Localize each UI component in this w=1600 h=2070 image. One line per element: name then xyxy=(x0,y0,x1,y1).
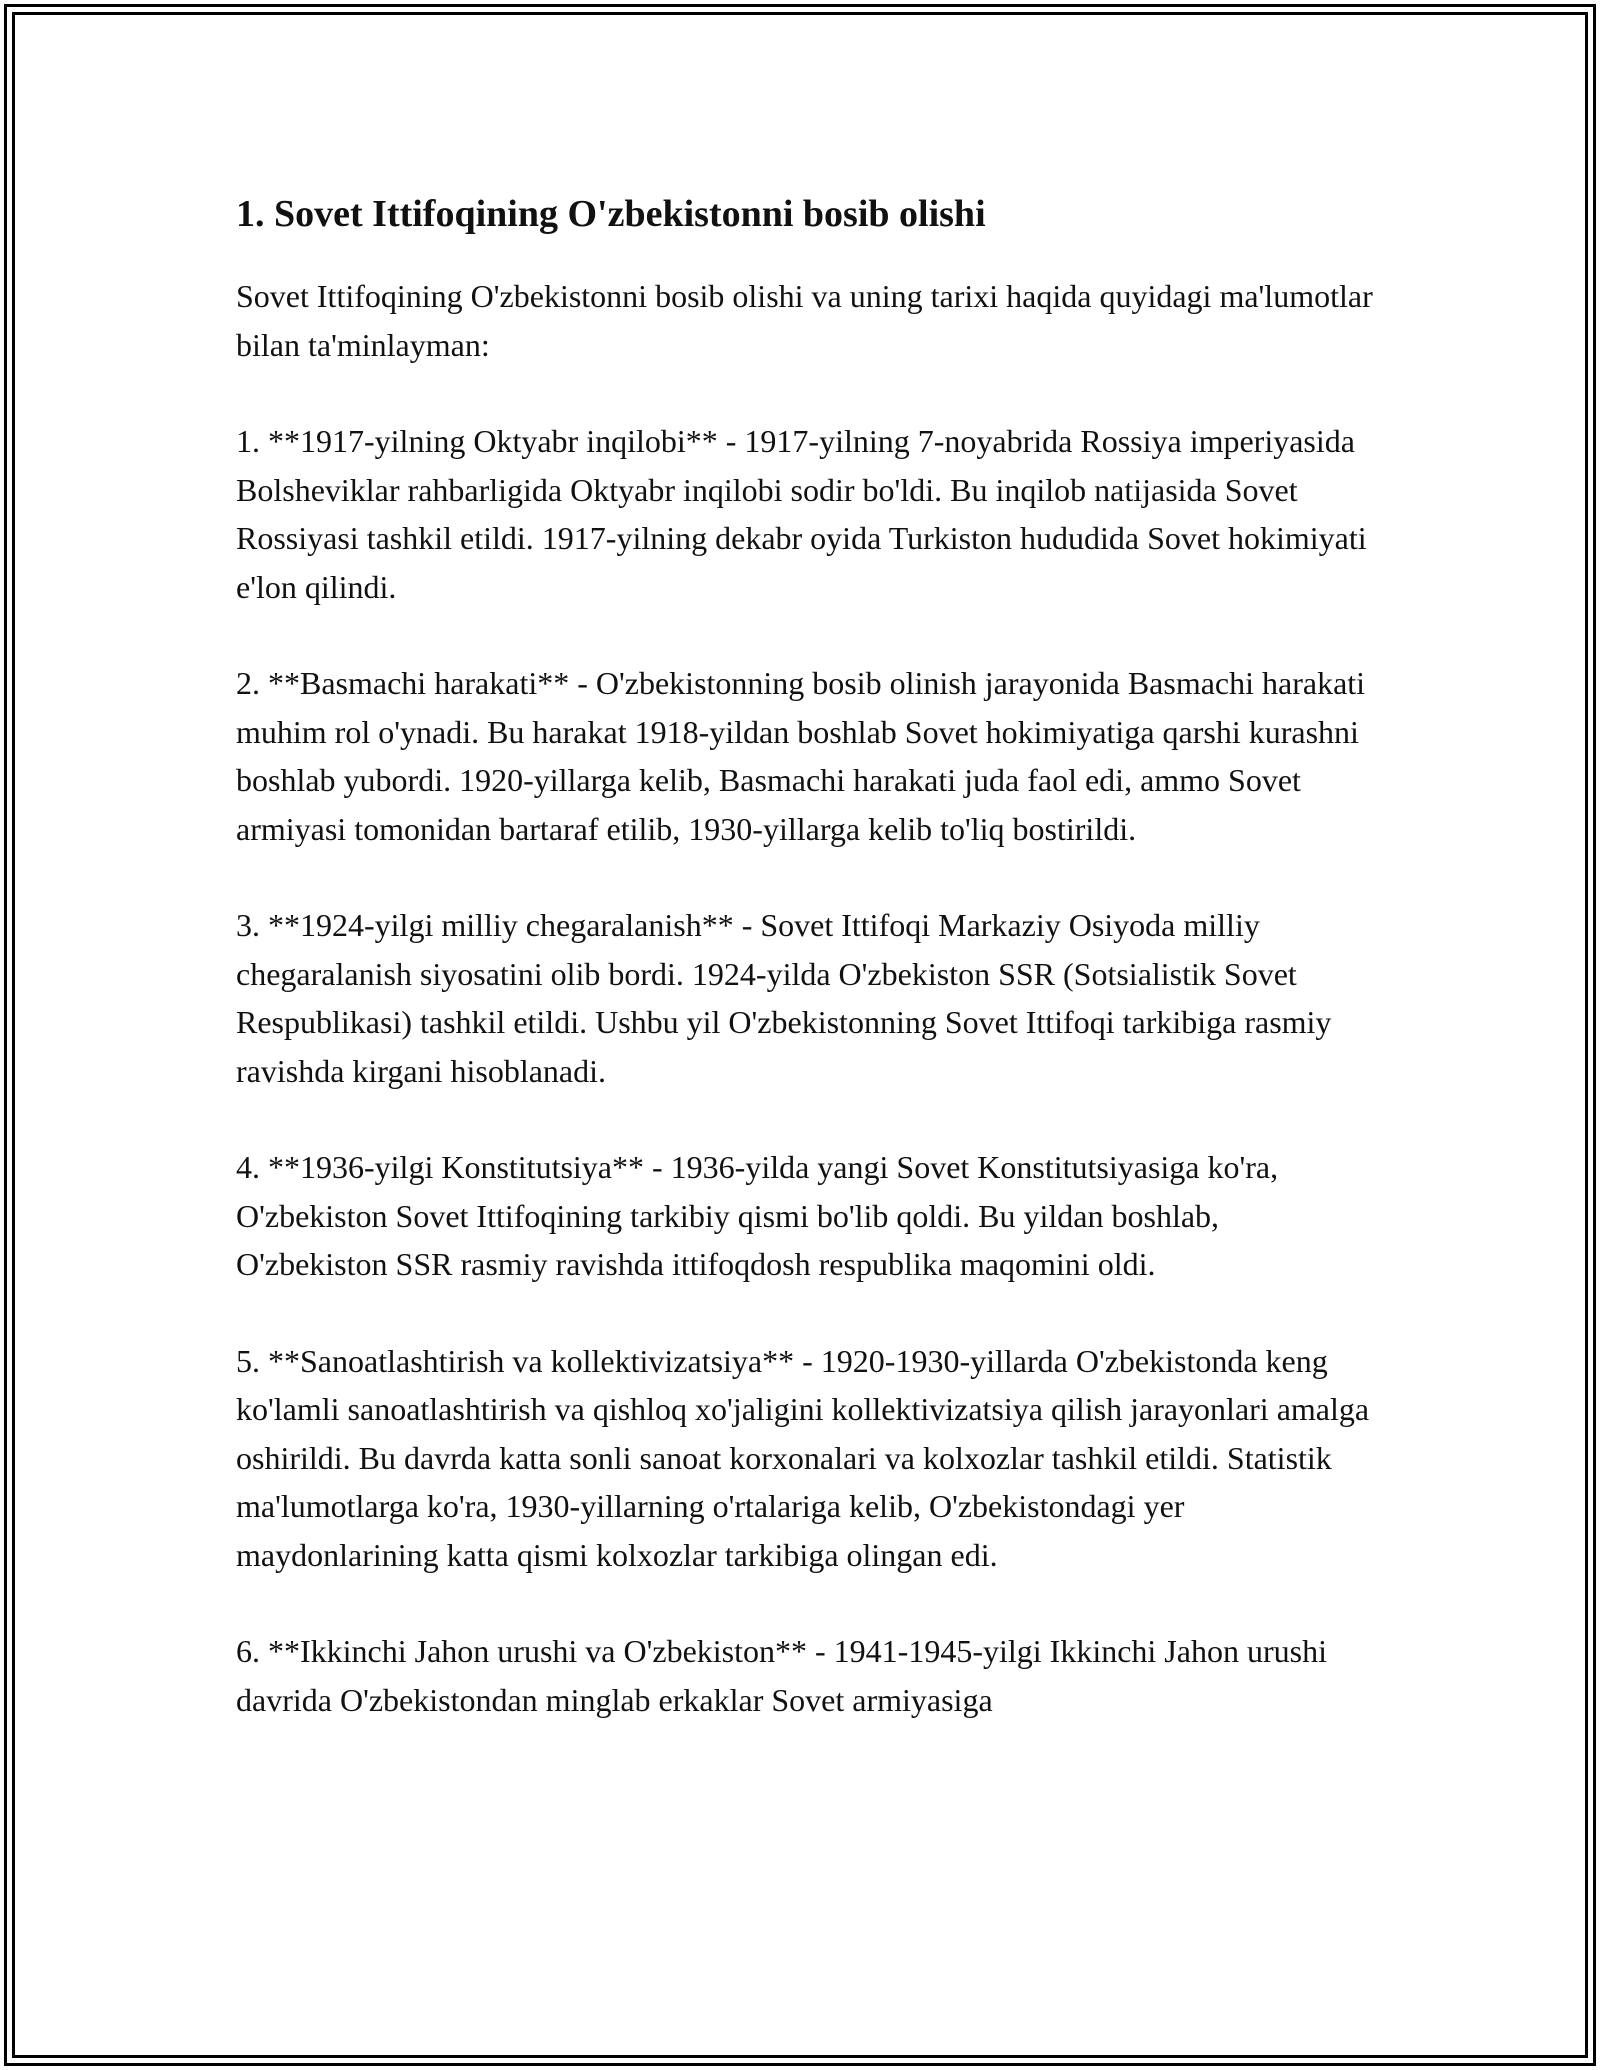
paragraph-industrialization: 5. **Sanoatlashtirish va kollektivizatsiya** - 1920-1930-yillarda O'zbekistonda keng ko'lamli sanoatlashtirish va qishloq xo'jaligini kollektivizatsiya qilish jarayonlari amalga oshirildi. Bu davrda katta sonli sanoat korxonalari va kolxozlar tashkil etildi. Statistik ma'lumotlarga ko'ra, 1930-yillarning o'rtalariga kelib, O'zbekistondagi yer maydonlarining katta qismi kolxozlar tarkibiga olingan edi. xyxy=(236,1342,1370,1573)
paragraph-basmachi-movement: 2. **Basmachi harakati** - O'zbekistonning bosib olinish jarayonida Basmachi harakati muhim rol o'ynadi. Bu harakat 1918-yildan boshlab Sovet hokimiyatiga qarshi kurashni boshlab yubordi. 1920-yillarga kelib, Basmachi harakati juda faol edi, ammo Sovet armiyasi tomonidan bartaraf etilib, 1930-yillarga kelib to'liq bostirildi. xyxy=(236,665,1366,847)
document-title: 1. Sovet Ittifoqining O'zbekistonni bosib olishi xyxy=(236,193,986,235)
paragraph-national-delimitation: 3. **1924-yilgi milliy chegaralanish** - Sovet Ittifoqi Markaziy Osiyoda milliy chegaralanish siyosatini olib bordi. 1924-yilda O'zbekiston SSR (Sotsialistik Sovet Respublikasi) tashkil etildi. Ushbu yil O'zbekistonning Sovet Ittifoqi tarkibiga rasmiy ravishda kirgani hisoblanadi. xyxy=(236,907,1332,1089)
paragraph-october-revolution: 1. **1917-yilning Oktyabr inqilobi** - 1917-yilning 7-noyabrida Rossiya imperiyasida Bolsheviklar rahbarligida Oktyabr inqilobi sodir bo'ldi. Bu inqilob natijasida Sovet Rossiyasi tashkil etildi. 1917-yilning dekabr oyida Turkiston hududida Sovet hokimiyati e'lon qilindi. xyxy=(236,423,1367,605)
paragraph-world-war-two: 6. **Ikkinchi Jahon urushi va O'zbekiston** - 1941-1945-yilgi Ikkinchi Jahon urushi davrida O'zbekistondan minglab erkaklar Sovet armiyasiga xyxy=(236,1633,1327,1718)
intro-paragraph: Sovet Ittifoqining O'zbekistonni bosib olishi va uning tarixi haqida quyidagi ma'lumotlar bilan ta'minlayman: xyxy=(236,278,1373,363)
paragraph-1936-constitution: 4. **1936-yilgi Konstitutsiya** - 1936-yilda yangi Sovet Konstitutsiyasiga ko'ra, O'zbekiston Sovet Ittifoqining tarkibiy qismi bo'lib qoldi. Bu yildan boshlab, O'zbekiston SSR rasmiy ravishda ittifoqdosh respublika maqomini oldi. xyxy=(236,1149,1279,1282)
document-body xyxy=(236,186,1376,1772)
